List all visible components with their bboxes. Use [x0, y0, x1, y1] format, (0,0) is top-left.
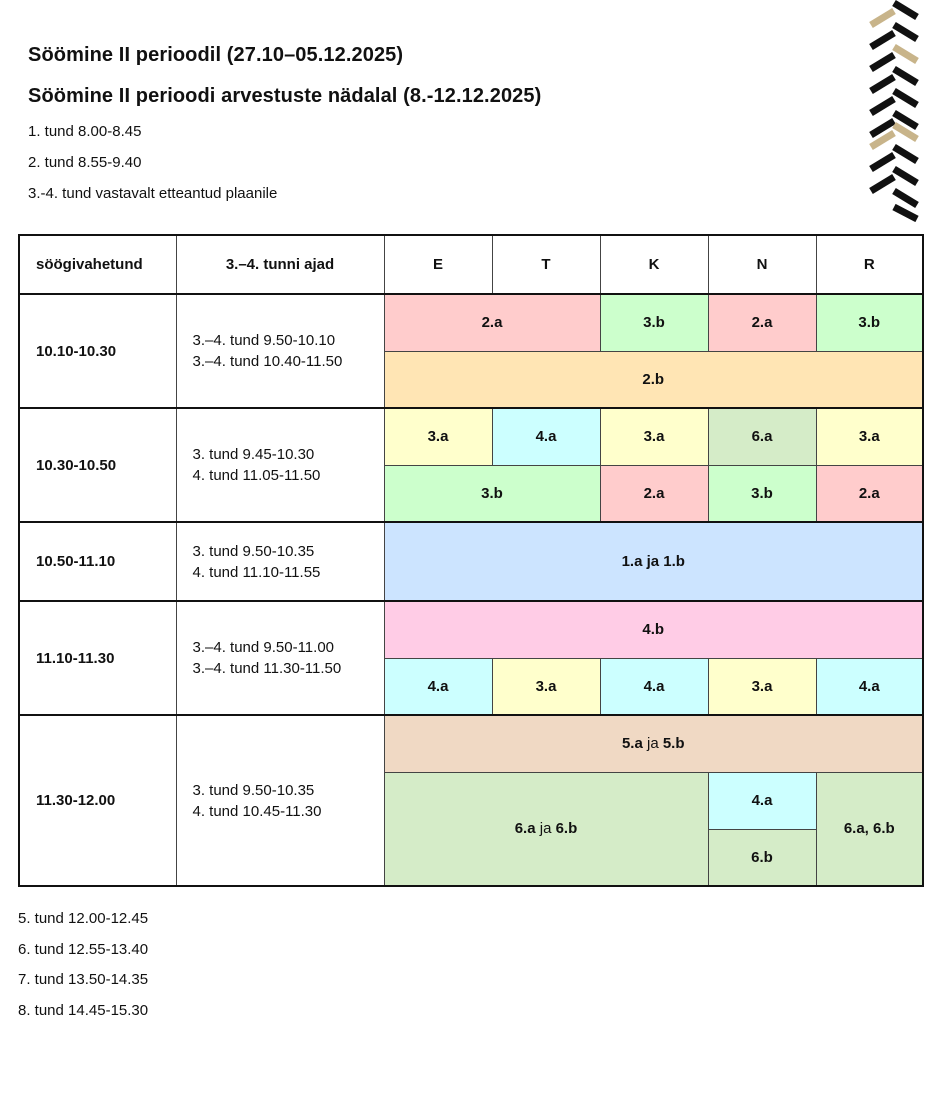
class-cell: 4.a [816, 658, 923, 715]
lesson-times-cell [176, 522, 384, 601]
class-cell: 6.a, 6.b [816, 772, 923, 886]
lunch-slot: 10.30-10.50 [19, 408, 176, 522]
lesson-times-cell [176, 408, 384, 522]
header-day-k: K [600, 235, 708, 294]
lesson-times-cell [176, 601, 384, 715]
class-cell: 1.a ja 1.b [384, 522, 923, 601]
class-cell: 2.a [816, 465, 923, 522]
lesson-time: 4. tund 10.45-11.30 [192, 802, 322, 820]
class-cell: 3.a [384, 408, 492, 465]
class-cell: 6.b [708, 829, 816, 886]
lesson-time: 3. tund 9.45-10.30 [192, 446, 315, 463]
class-cell: 3.a [600, 408, 708, 465]
class-cell [384, 715, 923, 772]
class-cell: 3.b [384, 465, 600, 522]
class-cell: 2.a [600, 465, 708, 522]
class-name: 6.a [514, 820, 536, 838]
lunch-slot: 10.10-10.30 [19, 294, 176, 408]
table-row [19, 715, 923, 772]
header-day-e: E [384, 235, 492, 294]
footer-lesson-line: 8. tund 14.45-15.30 [18, 1002, 149, 1019]
class-cell: 4.a [492, 408, 600, 465]
lesson-times-cell [176, 294, 384, 408]
footer-lesson-line: 6. tund 12.55-13.40 [18, 941, 149, 958]
class-cell: 4.b [384, 601, 923, 658]
page-title: Söömine II perioodil (27.10–05.12.2025) [28, 44, 404, 66]
class-cell: 4.a [384, 658, 492, 715]
class-name: 5.b [662, 735, 685, 753]
table-row [19, 294, 923, 351]
lesson-time: 3.–4. tund 9.50-11.00 [192, 639, 335, 656]
class-cell: 3.a [708, 658, 816, 715]
class-cell: 3.a [492, 658, 600, 715]
lesson-line-1: 1. tund 8.00-8.45 [28, 123, 142, 140]
header-day-r: R [816, 235, 923, 294]
class-cell: 2.a [708, 294, 816, 351]
class-name: 6.b [555, 820, 578, 838]
footer-lesson-line: 7. tund 13.50-14.35 [18, 971, 149, 988]
lunch-slot: 10.50-11.10 [19, 522, 176, 601]
lesson-time: 3. tund 9.50-10.35 [192, 781, 315, 799]
lesson-time: 3.–4. tund 10.40-11.50 [192, 353, 343, 370]
lesson-time: 4. tund 11.05-11.50 [192, 467, 321, 484]
class-cell: 3.a [816, 408, 923, 465]
header-lunch-break: söögivahetund [19, 235, 176, 294]
lesson-line-2: 2. tund 8.55-9.40 [28, 154, 142, 171]
header-day-n: N [708, 235, 816, 294]
chevron-stripes-logo [866, 0, 922, 222]
lesson-time: 3.–4. tund 9.50-10.10 [192, 332, 336, 349]
class-name: 5.a [621, 735, 643, 753]
lesson-time: 3. tund 9.50-10.35 [192, 542, 315, 560]
class-cell: 3.b [816, 294, 923, 351]
conjunction: ja [646, 735, 659, 753]
lesson-line-3: 3.-4. tund vastavalt etteantud plaanile [28, 185, 278, 202]
lunch-slot: 11.30-12.00 [19, 715, 176, 886]
lunch-slot: 11.10-11.30 [19, 601, 176, 715]
class-cell [384, 772, 708, 886]
page-subtitle: Söömine II perioodi arvestuste nädalal (8.-12.12.2025) [28, 85, 542, 107]
class-cell: 6.a [708, 408, 816, 465]
table-row [19, 408, 923, 465]
table-header-row [19, 235, 923, 294]
table-row [19, 601, 923, 658]
lesson-time: 3.–4. tund 11.30-11.50 [192, 660, 342, 677]
conjunction: ja [539, 820, 552, 838]
class-cell: 4.a [708, 772, 816, 829]
lesson-time: 4. tund 11.10-11.55 [192, 563, 321, 581]
lesson-times-cell [176, 715, 384, 886]
class-cell: 2.a [384, 294, 600, 351]
class-cell: 2.b [384, 351, 923, 408]
table-row [19, 522, 923, 601]
class-cell: 3.b [708, 465, 816, 522]
lunch-schedule-table [18, 234, 924, 887]
footer-lesson-line: 5. tund 12.00-12.45 [18, 910, 149, 927]
class-cell: 3.b [600, 294, 708, 351]
header-lesson-times: 3.–4. tunni ajad [176, 235, 384, 294]
class-cell: 4.a [600, 658, 708, 715]
header-day-t: T [492, 235, 600, 294]
